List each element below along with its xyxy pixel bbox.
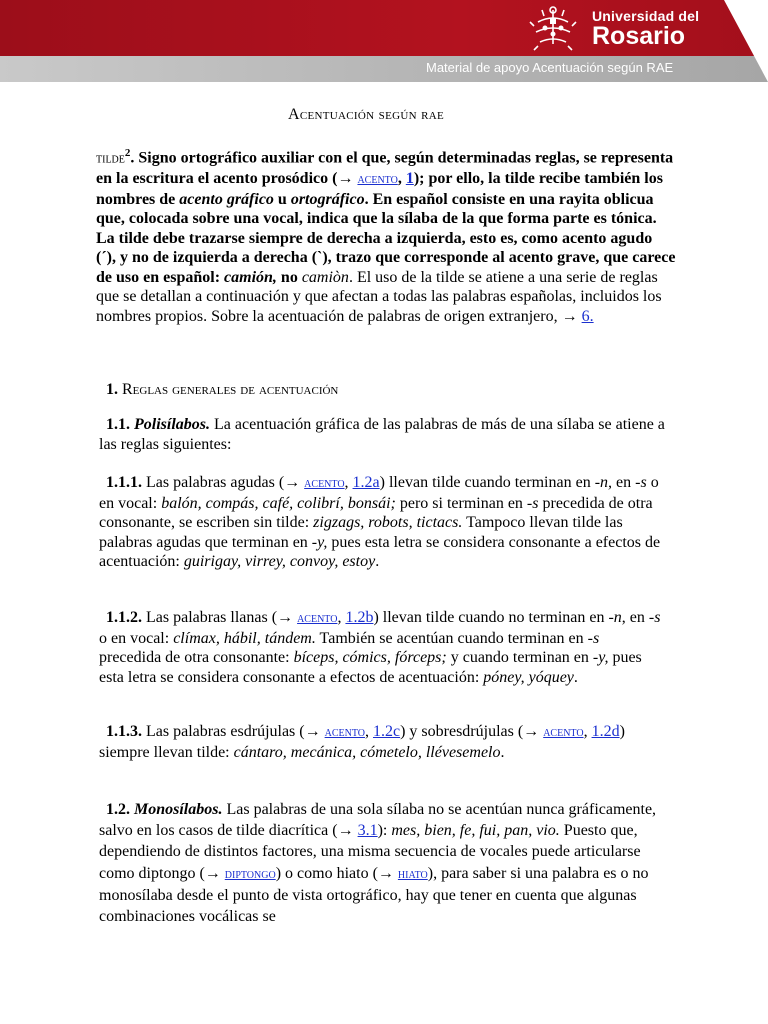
example-camion: camión, xyxy=(224,268,277,286)
section-1-2: 1.2. Monosílabos. Las palabras de una sola sílaba no se acentúan nunca gráficamente, salvo en los casos de tilde diacrítica (→ 3.1): mes, bien, fe, fui, pan, vio. Puesto que, dependiendo de distintos factores, una misma secuencia de vocales puede articularse como diptongo (→ diptongo) o como hiato (→ hiato), para saber si una palabra es o no monosílaba desde el punto de vista ortográfico, hay que tener en cuenta que algunas combinaciones vocálicas se xyxy=(99,801,657,926)
link-acento[interactable]: acento xyxy=(297,611,338,626)
header-subtitle: Material de apoyo Acentuación según RAE xyxy=(426,60,674,75)
entry-term: tilde xyxy=(96,151,125,167)
logo-university-line: Universidad del xyxy=(592,8,700,24)
link-hiato[interactable]: hiato xyxy=(397,866,428,882)
link-1-2d[interactable]: 1.2d xyxy=(591,723,620,740)
definition-text: u xyxy=(273,190,291,208)
section-1-heading xyxy=(106,380,666,400)
section-number: 1.1.1. xyxy=(106,474,142,491)
page-title: Acentuación según rae xyxy=(288,106,445,123)
link-3-1[interactable]: 3.1 xyxy=(357,822,378,840)
example-camion-grave: camiòn xyxy=(301,268,349,286)
link-1-2a[interactable]: 1.2a xyxy=(352,474,380,491)
header-corner-cut xyxy=(724,0,768,82)
term-acento-grafico: acento gráfico xyxy=(179,190,274,208)
link-acento[interactable]: acento xyxy=(357,171,398,187)
link-1-2b[interactable]: 1.2b xyxy=(345,609,374,626)
logo-rosario-line: Rosario xyxy=(592,22,686,50)
section-number: 1.1.2. xyxy=(106,609,142,626)
section-1-1-2: 1.1.2. Las palabras llanas (→ acento, 1.2b) llevan tilde cuando no terminan en -n, en -s o en vocal: clímax, hábil, tándem. También se acentúan cuando terminan en -s precedida de otra consonante: bíceps, cómics, fórceps; y cuando terminan en -y, pues esta letra se considera consonante a efectos de acentuación: póney, yóquey. xyxy=(99,609,661,686)
section-1-1 xyxy=(99,415,665,454)
section-number: 1.1. xyxy=(106,416,130,433)
definition-text: . Signo ortográfico auxiliar con el que, según determinadas reglas, se representa en la escritura el acento prosódico (→ xyxy=(96,149,674,187)
link-1-2c[interactable]: 1.2c xyxy=(372,723,401,740)
section-number: 1.2. xyxy=(106,801,130,818)
section-name: Polisílabos. xyxy=(134,416,211,433)
link-1[interactable]: 1 xyxy=(405,169,414,187)
university-crest-icon xyxy=(528,4,578,52)
link-acento[interactable]: acento xyxy=(543,725,584,740)
definition-text: no xyxy=(276,268,302,286)
section-number: 1.1.3. xyxy=(106,723,142,740)
definition-text: . El uso de la tilde se atiene a una serie de reglas que se detallan a continuación y que afectan a todas las palabras españolas, incluidos los nombres propios. Sobre la acentuación de palabras de origen extranjero, → xyxy=(96,268,662,326)
section-number: 1. xyxy=(106,381,118,398)
definition-text: ); por ello, la tilde recibe también los nombres de xyxy=(96,169,663,208)
section-text: La acentuación gráfica de las palabras de más de una sílaba se atiene a las reglas siguientes: xyxy=(99,416,665,453)
section-1-1-3: 1.1.3. Las palabras esdrújulas (→ acento, 1.2c) y sobresdrújulas (→ acento, 1.2d) siempre llevan tilde: cántaro, mecánica, cómetelo, llévesemelo. xyxy=(99,723,625,761)
term-ortografico: ortográfico xyxy=(290,190,365,208)
link-diptongo[interactable]: diptongo xyxy=(224,866,276,882)
section-name: Monosílabos. xyxy=(134,801,223,818)
page-header xyxy=(0,0,768,82)
tilde-definition xyxy=(96,144,676,327)
section-1-1-1: 1.1.1. Las palabras agudas (→ acento, 1.2a) llevan tilde cuando terminan en -n, en -s o en vocal: balón, compás, café, colibrí, bonsái; pero si terminan en -s precedida de otra consonante, se escriben sin tilde: zigzags, robots, tictacs. Tampoco llevan tilde las palabras agudas que terminan en -y, pues esta letra se considera consonante a efectos de acentuación: guirigay, virrey, convoy, estoy. xyxy=(99,474,661,571)
entry-superscript: 2 xyxy=(124,147,131,159)
definition-text: . En español consiste en una rayita oblicua que, colocada sobre una vocal, indica que la sílaba de la que forma parte es tónica. La tilde debe trazarse siempre de derecha a izquierda, esto es, como acento agudo (´), y no de izquierda a derecha (`), trazo que corresponde al acento grave, que carece de uso en español: xyxy=(96,190,676,286)
comma: , xyxy=(397,169,406,187)
link-acento[interactable]: acento xyxy=(324,725,365,740)
section-title: Reglas generales de acentuación xyxy=(118,381,339,398)
link-6[interactable]: 6. xyxy=(581,308,594,326)
link-acento[interactable]: acento xyxy=(304,476,345,491)
